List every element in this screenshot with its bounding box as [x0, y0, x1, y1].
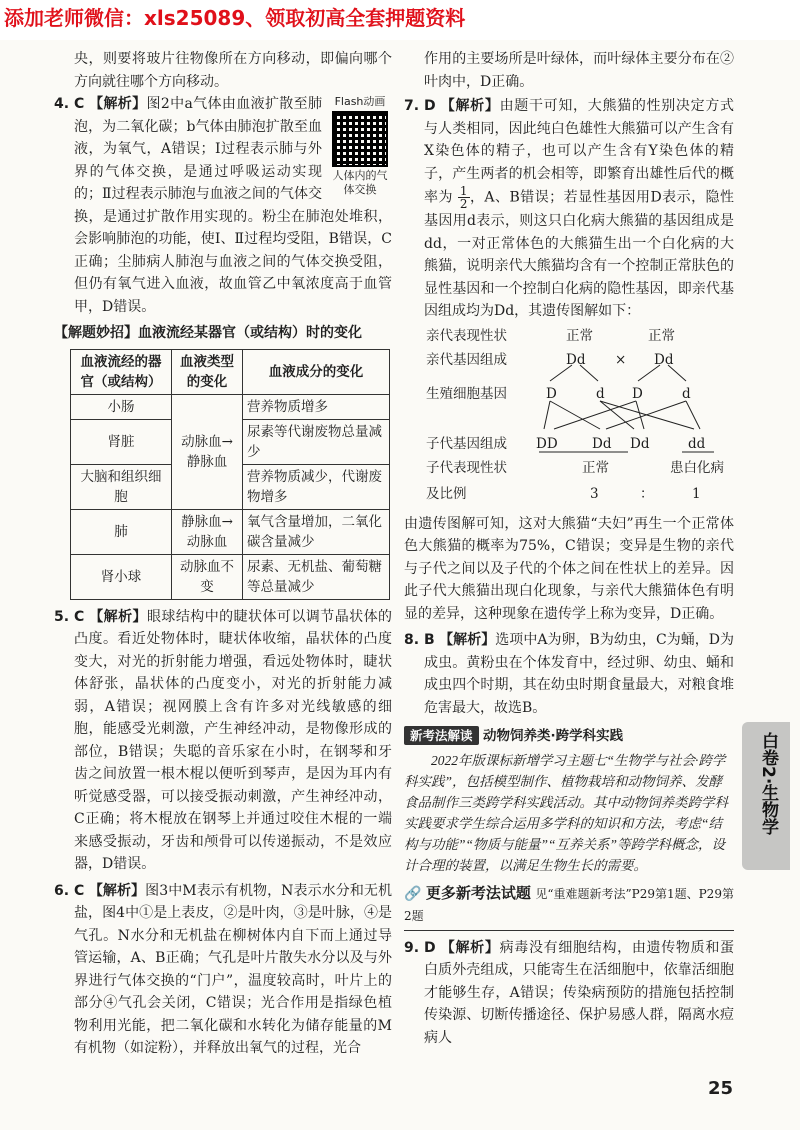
question-number: 7.	[404, 98, 420, 114]
diagram-row-label: 亲代表现性状	[426, 327, 507, 344]
page-number: 25	[708, 1078, 734, 1099]
table-cell-organ: 肺	[71, 509, 172, 554]
table-row	[71, 394, 390, 419]
ratio-albino: 1	[692, 485, 701, 502]
table-row	[71, 554, 390, 599]
parent-phenotype: 正常	[648, 327, 675, 344]
qr-label: Flash动画	[334, 95, 386, 108]
question-9	[404, 937, 734, 1050]
parent-genotype: Dd	[566, 351, 586, 368]
table-cell-organ: 大脑和组织细胞	[71, 464, 172, 509]
fraction-denominator: 2	[459, 197, 468, 211]
table-cell-type: 动脉血不变	[172, 554, 243, 599]
analysis-text-cont: ，A、B错误；若显性基因用D表示，隐性基因用d表示，则这只白化病大熊猫的基因组成是dd，一对正常体色的大熊猫生出一个白化病的大熊猫，说明亲代大熊猫均含有一个控制正常肤色的显性基因和一个控制白化病的隐性基因，即亲代基因组成均为Dd，其遗传图解如下：	[424, 189, 735, 319]
qr-code-icon[interactable]	[332, 111, 388, 167]
analysis-text: 由题干可知，大熊猫的性别决定方式与人类相同，因此纯白色雄性大熊猫可以产生含有X染色体的精子，也可以产生含有Y染色体的精子，产生两者的机会相等，即繁育出雄性后代的概率为	[424, 98, 735, 206]
analysis-tag: 【解析】	[89, 608, 147, 625]
offspring-phenotype: 正常	[582, 459, 609, 476]
diagram-row-label: 及比例	[426, 485, 467, 502]
analysis-text: 图2中a气体由血液扩散至肺泡，为二氧化碳；b气体由肺泡扩散至血液，为氧气，A错误；Ⅰ过程表示肺与外界的气体交换，是通过呼吸运动实现的；Ⅱ过程表示肺泡与血液之间的气体交换，是通过扩散作用实现的。粉尘在肺泡处堆积，会影响肺泡的功能，使Ⅰ、Ⅱ过程均受阻，B错误，C正确；尘肺病人肺泡与血液之间的气体交换受阻，但仍有氧气进入血液，故血管乙中氧浓度高于血管甲，D错误。	[74, 96, 392, 315]
question-6	[54, 880, 392, 1060]
table-cell-organ: 肾脏	[71, 419, 172, 464]
answer-letter: C	[74, 608, 85, 625]
link-icon: 🔗	[404, 885, 422, 902]
new-exam-title: 动物饲养类·跨学科实践	[482, 728, 624, 744]
genetic-diagram	[404, 323, 734, 513]
promo-banner-text: 添加老师微信：xls25089、领取初高全套押题资料	[4, 6, 466, 30]
table-cell-organ: 肾小球	[71, 554, 172, 599]
analysis-text: 病毒没有细胞结构，由遗传物质和蛋白质外壳组成，只能寄生在活细胞中，依靠活细胞才能够生存，A错误；传染病预防的措施包括控制传染源、切断传播途径、保护易感人群，隔离水痘病人	[424, 939, 735, 1046]
analysis-tag: 【解析】	[88, 882, 146, 899]
answer-letter: C	[74, 96, 85, 112]
diagram-row-label: 亲代基因组成	[426, 351, 507, 368]
diagram-row-label: 子代表现性状	[426, 459, 507, 476]
analysis-text: 图3中M表示有机物，N表示水分和无机盐，图4中①是上表皮，②是叶肉，③是叶脉，④是气孔。N水分和无机盐在柳树体内自下而上通过导管运输，A、B正确；气孔是叶片散失水分以及与外界进行气体交换的“门户”，温度较高时，叶片上的部分④气孔会关闭，C错误；光合作用是指绿色植物利用光能，把二氧化碳和水转化为储存能量的M有机物（如淀粉），并释放出氧气的过程，光合	[74, 882, 392, 1056]
table-row	[71, 509, 390, 554]
analysis-tag: 【解析】	[440, 939, 500, 956]
cross-lines	[404, 323, 734, 513]
question-number: 8.	[404, 632, 420, 648]
qr-caption: 人体内的气体交换	[332, 169, 388, 196]
offspring-phenotype: 患白化病	[670, 459, 724, 476]
promo-banner	[0, 0, 800, 40]
continued-text: 作用的主要场所是叶绿体，而叶绿体主要分布在②叶肉中，D正确。	[424, 51, 734, 90]
blood-change-table	[70, 349, 390, 600]
q7-conclusion: 由遗传图解可知，这对大熊猫“夫妇”再生一个正常体色大熊猫的概率为75%，C错误；变异是生物的亲代与子代之间以及子代的个体之间在性状上的差异。因此子代大熊猫出现白化现象，与亲代大熊猫体色有明显的差异，这种现象在遗传学上称为变异，D正确。	[404, 515, 734, 622]
answer-letter: D	[424, 939, 436, 956]
diagram-row-label: 子代基因组成	[426, 435, 507, 452]
solution-tip-title: 【解题妙招】血液流经某器官（或结构）时的变化	[54, 325, 362, 341]
ratio-separator: ：	[640, 485, 654, 502]
table-cell-change: 尿素、无机盐、葡萄糖等总量减少	[243, 554, 390, 599]
new-exam-tag: 新考法解读	[404, 726, 479, 745]
question-number: 6.	[54, 882, 70, 899]
answer-letter: C	[74, 882, 85, 899]
analysis-text: 眼球结构中的睫状体可以调节晶状体的凸度。看近处物体时，睫状体收缩，晶状体的凸度变大，对光的折射能力增强，看远处物体时，睫状体舒张，晶状体的凸度变小，对光的折射能力减弱，A错误；视网膜上含有许多对光线敏感的细胞，能感受光刺激，产生神经冲动，是物像形成的部位，B错误；失聪的音乐家在小时，在钢琴和牙齿之间放置一根木棍以便听到琴声，是因为耳内有听觉感受器，可以接受振动刺激，产生神经冲动，C正确；将木棍放在钢琴上并通过咬住木棍的一端来感受振动，牙齿和颅骨可以传递振动，不是效应器，D错误。	[74, 608, 393, 872]
answer-letter: D	[424, 98, 436, 114]
more-questions[interactable]	[404, 882, 734, 931]
parent-phenotype: 正常	[566, 327, 593, 344]
more-questions-title: 更多新考法试题	[425, 883, 531, 902]
question-8	[404, 629, 734, 719]
gamete-allele: D	[632, 385, 643, 402]
more-questions-ref: 见“重难题新考法”P29第1题、P29第2题	[404, 886, 734, 923]
intro-text: 央，则要将玻片往物像所在方向移动，即偏向哪个方向就往哪个方向移动。	[74, 51, 392, 90]
table-header-cell: 血液流经的器官（或结构）	[71, 349, 172, 394]
table-header-row	[71, 349, 390, 394]
offspring-genotype: Dd	[630, 435, 650, 452]
right-column	[404, 48, 734, 1049]
left-column	[54, 48, 392, 1060]
table-cell-change: 营养物质减少，代谢废物增多	[243, 464, 390, 509]
table-cell-change: 营养物质增多	[243, 394, 390, 419]
question-number: 9.	[404, 939, 420, 956]
side-tab-text: 白卷2·生物学	[758, 732, 778, 836]
fraction	[458, 185, 470, 210]
offspring-genotype: Dd	[592, 435, 612, 452]
cross-symbol: ×	[615, 351, 627, 368]
answer-letter: B	[424, 632, 435, 648]
table-cell-type: 静脉血→动脉血	[172, 509, 243, 554]
gamete-allele: D	[546, 385, 557, 402]
table-cell-organ: 小肠	[71, 394, 172, 419]
table-cell-change: 氧气含量增加，二氧化碳含量减少	[243, 509, 390, 554]
table-cell-change: 尿素等代谢废物总量减少	[243, 419, 390, 464]
gamete-allele: d	[682, 385, 691, 402]
offspring-genotype: dd	[688, 435, 706, 452]
table-header-cell: 血液类型的变化	[172, 349, 243, 394]
question-number: 5.	[54, 608, 70, 625]
table-header-cell: 血液成分的变化	[243, 349, 390, 394]
question-number: 4.	[54, 96, 70, 112]
qr-code-block[interactable]	[328, 95, 392, 197]
table-cell-type: 动脉血→静脉血	[172, 394, 243, 509]
side-tab	[742, 722, 790, 870]
offspring-genotype: DD	[536, 435, 558, 452]
question-4	[54, 93, 392, 318]
new-exam-box	[404, 725, 734, 876]
gamete-allele: d	[596, 385, 605, 402]
new-exam-body: 2022年版课标新增学习主题七“生物学与社会·跨学科实践”，包括模型制作、植物栽培和动物饲养、发酵食品制作三类跨学科实践活动。其中动物饲养类跨学科实践要求学生综合运用多学科的知识和方法，考虑“结构与功能”“物质与能量”“互养关系”等跨学科概念，设计合理的装置，以满足生物生长的需要。	[404, 752, 728, 873]
analysis-tag: 【解析】	[439, 632, 496, 648]
analysis-text: 选项中A为卵，B为幼虫，C为蛹，D为成虫。黄粉虫在个体发育中，经过卵、幼虫、蛹和成虫四个时期，其在幼虫时期食量最大，对粮食堆危害最大，故选B。	[424, 632, 735, 716]
analysis-tag: 【解析】	[440, 98, 500, 114]
question-5	[54, 606, 392, 876]
question-7	[404, 95, 734, 323]
ratio-normal: 3	[590, 485, 599, 502]
fraction-numerator: 1	[459, 184, 468, 198]
analysis-tag: 【解析】	[89, 96, 147, 112]
parent-genotype: Dd	[654, 351, 674, 368]
diagram-row-label: 生殖细胞基因	[426, 385, 507, 402]
